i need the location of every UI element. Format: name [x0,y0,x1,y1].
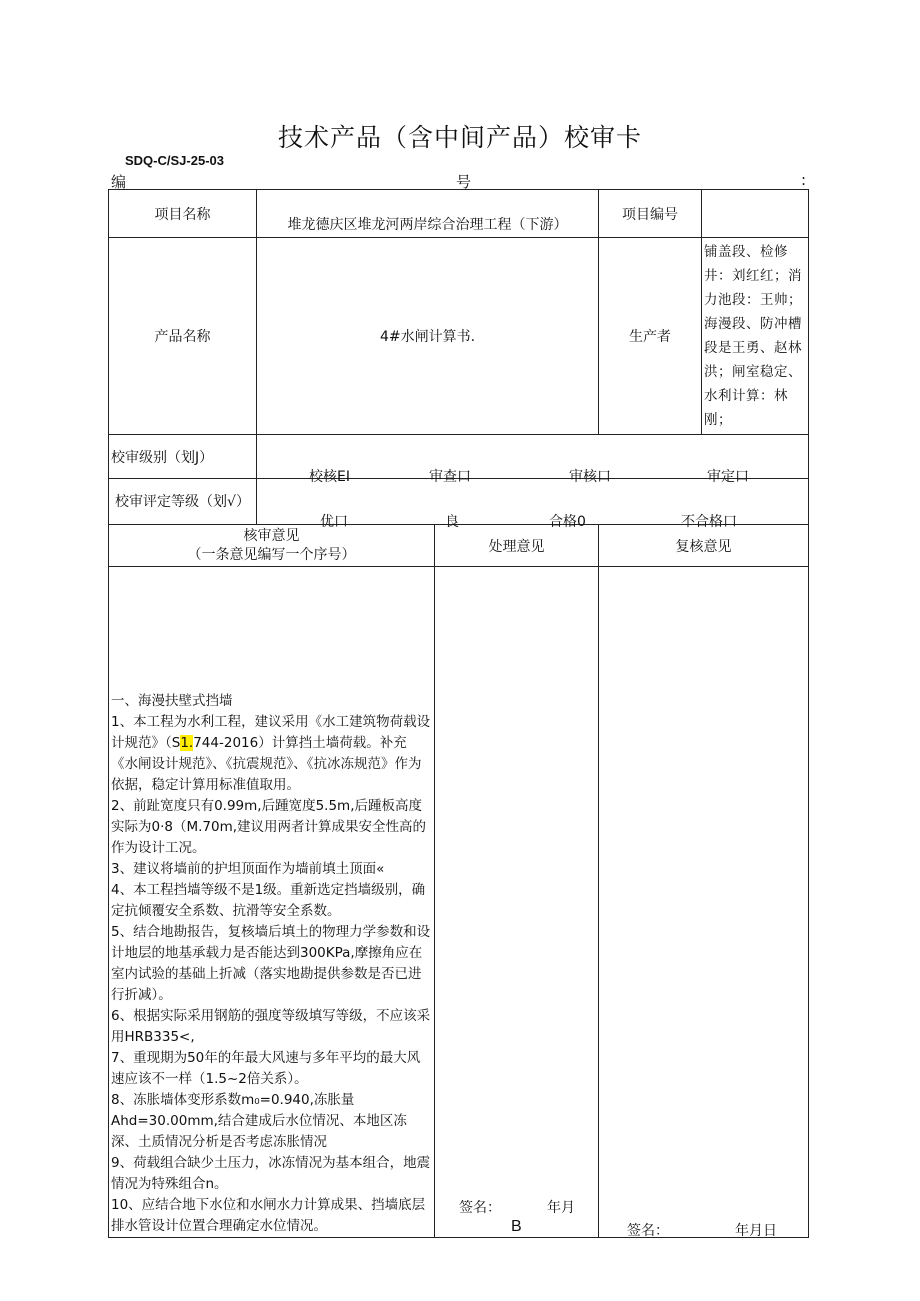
number-row [108,171,808,191]
handling-signature-label: 签名： [459,1200,501,1216]
opinion-item-6: 6、根据实际采用钢筋的强度等级填写等级，不应该采用HRB335<, [111,1008,431,1045]
opinion-item-9: 9、荷载组合缺少土压力，冰冻情况为基本组合，地震情况为特殊组合n。 [111,1155,431,1192]
handling-mark: B [511,1218,522,1235]
product-row [109,238,809,435]
option-fail[interactable]: 不合格口 [681,513,737,530]
review-card-table [108,189,809,1238]
handling-body [435,567,599,1238]
number-label-mid: 号 [456,173,472,191]
project-number-value [702,190,809,238]
review-level-label: 校审级别（划J） [109,435,257,479]
opinion-body-row [109,567,809,1238]
producer-value: 铺盖段、检修井：刘红红；消力池段：王帅；海漫段、防冲槽段是王勇、赵林洪；闸室稳定、水利计算：林刚； [704,244,802,428]
opinion-item-1-text-a: 1、本工程为水利工程，建议采用《水工建筑物荷载设计规范》（S [111,714,431,751]
opinion-item-1-text-b: 744-2016）计算挡土墙荷载。补充《水闸设计规范》、《抗震规范》、《抗冰冻规范》作为依据，稳定计算用标准值取用。 [111,735,422,793]
option-excellent[interactable]: 优口 [320,513,348,530]
recheck-body [599,567,809,1238]
product-name-value: 4#水闸计算书. [257,238,599,435]
opinion-header-line2: （一条意见编写一个序号） [187,546,356,563]
review-level-row [109,435,809,479]
opinion-item-8: 8、冻胀墙体变形系数m₀=0.940,冻胀量Ahd=30.00mm,结合建成后水位情况、本地区冻深、土质情况分析是否考虑冻胀情况 [111,1092,407,1150]
product-name-label: 产品名称 [109,238,257,435]
option-inspect[interactable]: 审查口 [429,468,471,485]
opinion-section: 一、海漫扶壁式挡墙 [111,693,233,709]
opinion-item-1 [111,712,432,796]
number-colon: : [801,171,807,189]
option-audit[interactable]: 审核口 [569,468,611,485]
recheck-signature-label: 签名： [627,1223,669,1239]
opinion-item-10: 10、应结合地下水位和水闸水力计算成果、挡墙底层排水管设计位置合理确定水位情况。 [111,1197,426,1234]
option-check[interactable]: 校核EI [309,468,350,485]
highlighted-text: 1. [180,735,194,751]
recheck-date-label: 年月日 [735,1223,777,1239]
handling-date-label: 年月 [547,1200,575,1216]
opinion-item-3: 3、建议将墙前的护坦顶面作为墙前填土顶面« [111,861,385,877]
opinion-header [109,525,435,567]
opinion-list [109,691,434,1237]
producer-label: 生产者 [599,238,702,435]
producer-value-cell [702,238,809,435]
opinion-item-4: 4、本工程挡墙等级不是1级。重新选定挡墙级别，确定抗倾覆安全系数、抗滑等安全系数。 [111,882,426,919]
grade-label: 校审评定等级（划√） [109,479,257,525]
project-name-value: 堆龙德庆区堆龙河两岸综合治理工程（下游） [257,190,599,238]
project-row [109,190,809,238]
handling-header: 处理意见 [435,525,599,567]
document-code: SDQ-C/SJ-25-03 [125,153,224,168]
number-label-left: 编 [111,173,127,191]
project-name-label: 项目名称 [109,190,257,238]
opinion-body [109,567,435,1238]
project-number-label: 项目编号 [599,190,702,238]
opinion-item-5: 5、结合地勘报告，复核墙后填土的物理力学参数和设计地层的地基承载力是否能达到300KPa,摩擦角应在室内试验的基础上折减（落实地勘提供参数是否已进行折减）。 [111,924,431,1003]
option-approve[interactable]: 审定口 [707,468,749,485]
opinion-item-7: 7、重现期为50年的年最大风速与多年平均的最大风速应该不一样（1.5~2倍关系）。 [111,1050,421,1087]
option-pass[interactable]: 合格0 [549,513,586,530]
review-level-options [257,435,809,485]
opinion-header-line1: 核审意见 [243,527,300,544]
card-title: 技术产品（含中间产品）校审卡 [277,123,642,152]
opinion-item-2: 2、前趾宽度只有0.99m,后踵宽度5.5m,后踵板高度实际为0·8（M.70m,建议用两者计算成果安全性高的作为设计工况。 [111,798,427,856]
recheck-header: 复核意见 [599,525,809,567]
option-good[interactable]: 良 [445,513,459,530]
